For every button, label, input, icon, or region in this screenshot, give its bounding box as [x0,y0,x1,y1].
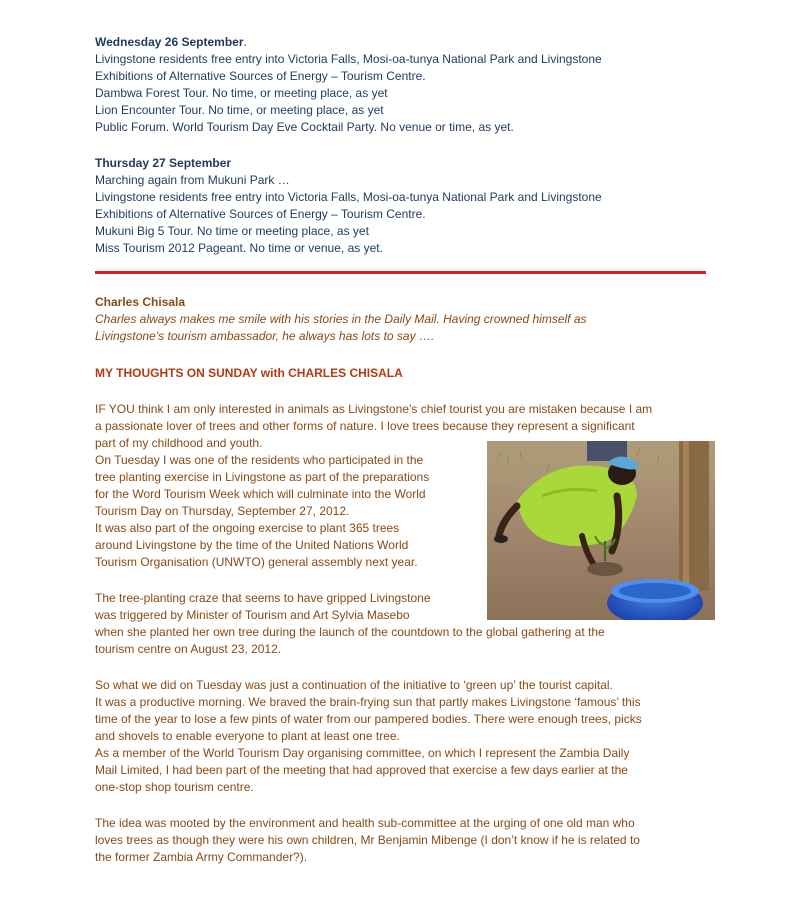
article-line: for the Word Tourism Week which will culminate into the World [95,487,426,501]
article-line: So what we did on Tuesday was just a continuation of the initiative to ‘green up’ the tourist capital. [95,678,613,692]
wednesday-heading-suffix: . [243,35,247,49]
article-line: the former Zambia Army Commander?). [95,850,308,864]
article-line: was triggered by Minister of Tourism and Art Sylvia Masebo [95,608,410,622]
article-line: part of my childhood and youth. [95,436,263,450]
wednesday-item: Livingstone residents free entry into Victoria Falls, Mosi-oa-tunya National Park and Livingstone [95,52,602,66]
author-intro: Charles always makes me smile with his stories in the Daily Mail. Having crowned himself as [95,312,587,326]
article-line: and shovels to enable everyone to plant at least one tree. [95,729,400,743]
article-line: when she planted her own tree during the launch of the countdown to the global gathering at the [95,625,605,639]
wednesday-heading [95,34,247,51]
wednesday-item: Lion Encounter Tour. No time, or meeting place, as yet [95,103,384,117]
article-line: a passionate lover of trees and other forms of nature. I love trees because they represent a significant [95,419,635,433]
thursday-item: Exhibitions of Alternative Sources of Energy – Tourism Centre. [95,207,426,221]
thursday-item: Miss Tourism 2012 Pageant. No time or venue, as yet. [95,241,383,255]
wednesday-heading-text: Wednesday 26 September [95,35,244,49]
article-line: one-stop shop tourism centre. [95,780,254,794]
thursday-item: Livingstone residents free entry into Victoria Falls, Mosi-oa-tunya National Park and Livingstone [95,190,602,204]
article-line: Tourism Organisation (UNWTO) general assembly next year. [95,555,418,569]
article-line: loves trees as though they were his own children, Mr Benjamin Mibenge (I don’t know if he is related to [95,833,640,847]
thursday-item: Mukuni Big 5 Tour. No time or meeting place, as yet [95,224,369,238]
article-line: time of the year to lose a few pints of water from our pampered bodies. There were enough trees, picks [95,712,642,726]
article-line: IF YOU think I am only interested in animals as Livingstone’s chief tourist you are mistaken because I am [95,402,653,416]
article-line: tree planting exercise in Livingstone as part of the preparations [95,470,430,484]
article-line: As a member of the World Tourism Day organising committee, on which I represent the Zambia Daily [95,746,630,760]
article-line: The idea was mooted by the environment and health sub-committee at the urging of one old man who [95,816,635,830]
thursday-item: Marching again from Mukuni Park … [95,173,290,187]
thursday-heading: Thursday 27 September [95,156,232,170]
article-title: MY THOUGHTS ON SUNDAY with CHARLES CHISALA [95,366,403,380]
article-line: tourism centre on August 23, 2012. [95,642,282,656]
article-line: Mail Limited, I had been part of the meeting that had approved that exercise a few days earlier at the [95,763,628,777]
article-line: On Tuesday I was one of the residents who participated in the [95,453,424,467]
article-line: It was also part of the ongoing exercise to plant 365 trees [95,521,400,535]
article-line: It was a productive morning. We braved the brain-frying sun that partly makes Livingstone ‘famous’ this [95,695,641,709]
author-intro: Livingstone’s tourism ambassador, he always has lots to say …. [95,329,435,343]
article-line: around Livingstone by the time of the United Nations World [95,538,409,552]
author-name: Charles Chisala [95,295,186,309]
wednesday-item: Exhibitions of Alternative Sources of Energy – Tourism Centre. [95,69,426,83]
tree-planting-photo [487,441,715,620]
section-divider [95,271,706,274]
wednesday-item: Dambwa Forest Tour. No time, or meeting place, as yet [95,86,388,100]
article-line: Tourism Day on Thursday, September 27, 2012. [95,504,350,518]
wednesday-item: Public Forum. World Tourism Day Eve Cocktail Party. No venue or time, as yet. [95,120,514,134]
article-line: The tree-planting craze that seems to have gripped Livingstone [95,591,431,605]
